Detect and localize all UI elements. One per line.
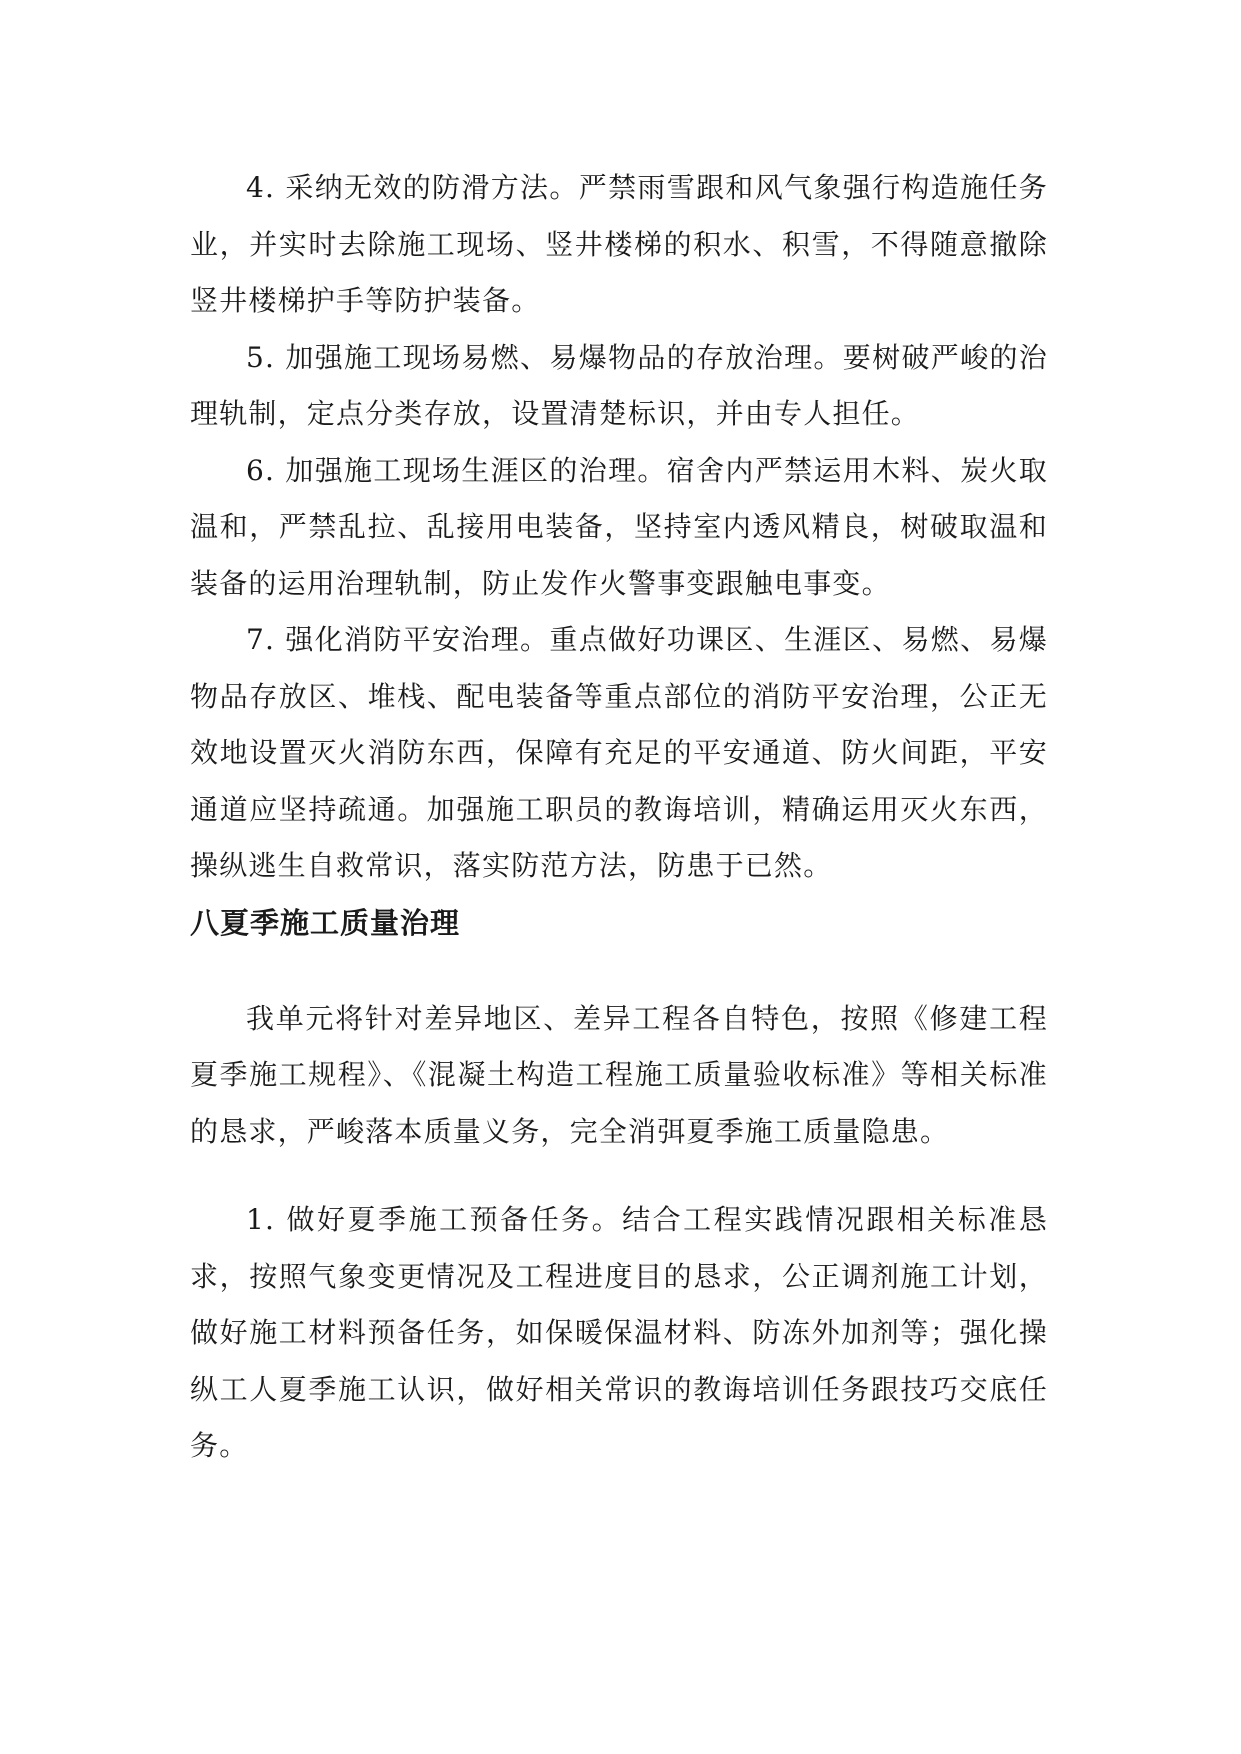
paragraph-item-6: 6. 加强施工现场生涯区的治理。宿舍内严禁运用木料、炭火取温和，严禁乱拉、乱接用电装备，坚持室内透风精良，树破取温和装备的运用治理轨制，防止发作火警事变跟触电事变。 — [190, 453, 1048, 600]
spacer — [190, 1160, 1048, 1192]
paragraph-item-7: 7. 强化消防平安治理。重点做好功课区、生涯区、易燃、易爆物品存放区、堆栈、配电装备等重点部位的消防平安治理，公正无效地设置灭火消防东西，保障有充足的平安通道、防火间距，平安通道应坚持疏通。加强施工职员的教诲培训，精确运用灭火东西，操纵逃生自救常识，落实防范方法，防患于已然。 — [190, 623, 1048, 882]
section-heading: 八夏季施工质量治理 — [190, 905, 461, 940]
paragraph-item-4: 4. 采纳无效的防滑方法。严禁雨雪跟和风气象强行构造施任务业，并实时去除施工现场、竖井楼梯的积水、积雪，不得随意撤除竖井楼梯护手等防护装备。 — [190, 171, 1048, 317]
spacer — [190, 951, 1048, 991]
paragraph-item-5: 5. 加强施工现场易燃、易爆物品的存放治理。要树破严峻的治理轨制，定点分类存放，设置清楚标识，并由专人担任。 — [190, 340, 1048, 430]
paragraph-item-1: 1. 做好夏季施工预备任务。结合工程实践情况跟相关标准恳求，按照气象变更情况及工程进度目的恳求，公正调剂施工计划，做好施工材料预备任务，如保暖保温材料、防冻外加剂等；强化操纵工人夏季施工认识，做好相关常识的教诲培训任务跟技巧交底任务。 — [190, 1203, 1048, 1462]
intro-paragraph: 我单元将针对差异地区、差异工程各自特色，按照《修建工程夏季施工规程》、《混凝土构造工程施工质量验收标准》等相关标准的恳求，严峻落本质量义务，完全消弭夏季施工质量隐患。 — [190, 1001, 1048, 1148]
document-page — [190, 160, 1048, 1475]
